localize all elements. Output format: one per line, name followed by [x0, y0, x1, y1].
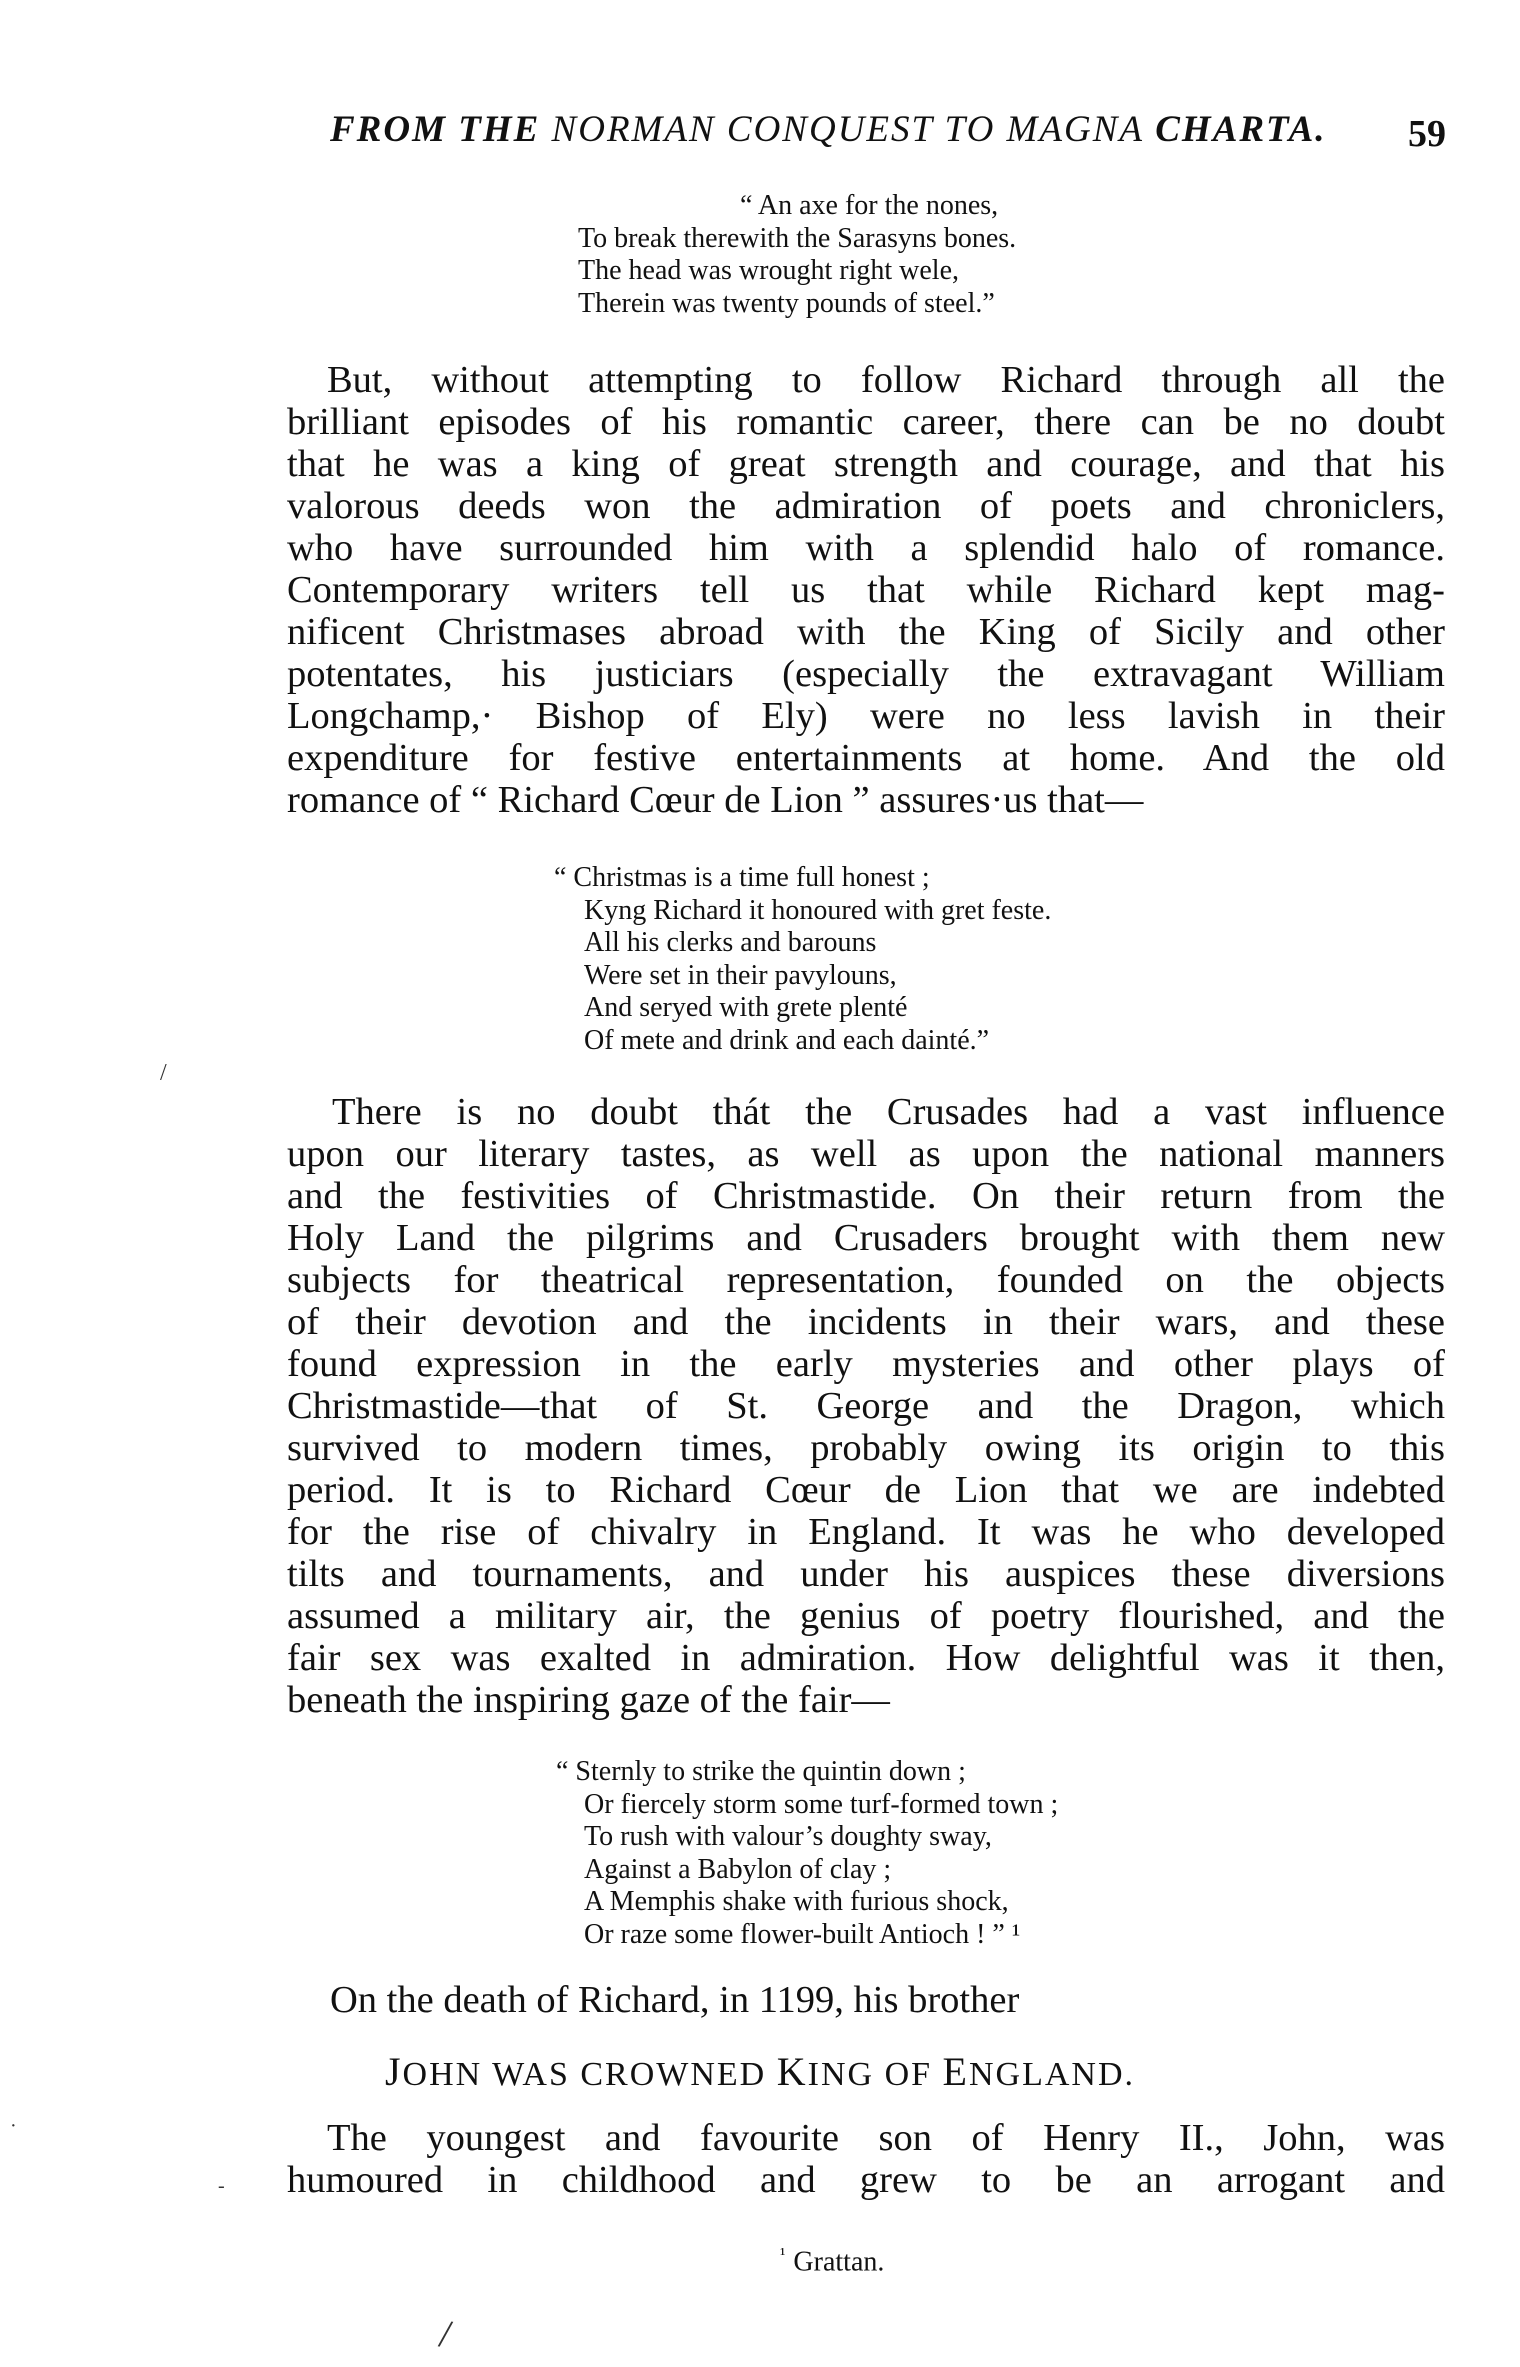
text-line: romance of “ Richard Cœur de Lion ” assures·us that—	[287, 779, 1144, 821]
heading-initial: E	[942, 2049, 969, 2094]
verse-line: Or raze some flower-built Antioch ! ” ¹	[584, 1918, 1021, 1950]
verse-line: “ An axe for the nones,	[740, 190, 999, 221]
text-line: potentates, his justiciars (especially the extravagant William	[287, 653, 1445, 695]
text-line: The youngest and favourite son of Henry II., John, was	[327, 2117, 1445, 2159]
text-line: period. It is to Richard Cœur de Lion that we are indebted	[287, 1469, 1445, 1511]
page-number: 59	[1408, 113, 1446, 155]
heading-text: OHN WAS CROWNED	[402, 2056, 777, 2093]
text-line: that he was a king of great strength and courage, and that his	[287, 443, 1445, 485]
text-line: beneath the inspiring gaze of the fair—	[287, 1679, 890, 1721]
heading-text: NGLAND.	[968, 2056, 1136, 2093]
running-head-part3: CHARTA.	[1155, 109, 1327, 150]
text-line: Longchamp,· Bishop of Ely) were no less lavish in their	[287, 695, 1445, 737]
text-line: Contemporary writers tell us that while Richard kept mag-	[287, 569, 1445, 611]
verse-quintin	[556, 1756, 1058, 1951]
verse-line: “ Sternly to strike the quintin down ;	[556, 1756, 966, 1787]
text-line: and the festivities of Christmastide. On their return from the	[287, 1175, 1445, 1217]
text-line: for the rise of chivalry in England. It was he who developed	[287, 1511, 1445, 1553]
paragraph-death-of-richard	[330, 1979, 1230, 2021]
verse-line: Of mete and drink and each dainté.”	[584, 1024, 990, 1056]
text-line: assumed a military air, the genius of poetry flourished, and the	[287, 1595, 1445, 1637]
running-head	[330, 108, 1450, 164]
stray-print-mark: /	[160, 1060, 167, 1086]
text-line: But, without attempting to follow Richard through all the	[327, 359, 1445, 401]
verse-line: Against a Babylon of clay ;	[584, 1853, 892, 1885]
text-line: fair sex was exalted in admiration. How delightful was it then,	[287, 1637, 1445, 1679]
verse-line: “ Christmas is a time full honest ;	[554, 862, 930, 893]
heading-initial: J	[384, 2049, 403, 2094]
text-line: Christmastide—that of St. George and the Dragon, which	[287, 1385, 1445, 1427]
text-line: upon our literary tastes, as well as upon the national manners	[287, 1133, 1445, 1175]
text-line: subjects for theatrical representation, founded on the objects	[287, 1259, 1445, 1301]
text-line: of their devotion and the incidents in their wars, and these	[287, 1301, 1445, 1343]
verse-line: To rush with valour’s doughty sway,	[584, 1821, 992, 1852]
text-line: valorous deeds won the admiration of poets and chroniclers,	[287, 485, 1445, 527]
verse-axe	[578, 190, 1016, 320]
verse-line: Kyng Richard it honoured with gret feste.	[584, 894, 1052, 926]
text-line: survived to modern times, probably owing its origin to this	[287, 1427, 1445, 1469]
footnote-marker: ¹	[780, 2244, 786, 2264]
verse-line: The head was wrought right wele,	[578, 255, 959, 286]
text-line: humoured in childhood and grew to be an arrogant and	[287, 2159, 1445, 2201]
footnote	[780, 2244, 884, 2278]
running-head-part2: NORMAN CONQUEST TO MAGNA	[551, 109, 1144, 150]
verse-christmas	[554, 862, 1051, 1057]
stray-print-mark: ·	[10, 2115, 17, 2137]
stray-print-mark: /	[436, 2310, 455, 2357]
text-line: brilliant episodes of his romantic career, there can be no doubt	[287, 401, 1445, 443]
text-line: There is no doubt thát the Crusades had a vast influence	[332, 1091, 1445, 1133]
verse-line: Were set in their pavylouns,	[584, 959, 897, 991]
verse-line: To break therewith the Sarasyns bones.	[578, 222, 1017, 254]
text-line: found expression in the early mysteries and other plays of	[287, 1343, 1445, 1385]
heading-text: ING OF	[807, 2056, 943, 2093]
verse-line: And seryed with grete plenté	[584, 992, 908, 1023]
text-line: tilts and tournaments, and under his auspices these diversions	[287, 1553, 1445, 1595]
footnote-text: Grattan.	[793, 2246, 885, 2278]
verse-line: All his clerks and barouns	[584, 927, 877, 958]
verse-line: Or fiercely storm some turf-formed town ;	[584, 1788, 1059, 1820]
paragraph-richard	[287, 359, 1445, 821]
text-line: On the death of Richard, in 1199, his brother	[330, 1979, 1020, 2021]
paragraph-john	[287, 2117, 1445, 2201]
text-line: Holy Land the pilgrims and Crusaders brought with them new	[287, 1217, 1445, 1259]
text-line: nificent Christmases abroad with the King of Sicily and other	[287, 611, 1445, 653]
text-line: expenditure for festive entertainments at home. And the old	[287, 737, 1445, 779]
running-head-part1: FROM THE	[330, 109, 541, 150]
verse-line: A Memphis shake with furious shock,	[584, 1886, 1009, 1917]
heading-initial: K	[776, 2049, 808, 2094]
text-line: who have surrounded him with a splendid halo of romance.	[287, 527, 1445, 569]
paragraph-crusades	[287, 1091, 1445, 1721]
stray-print-mark: -	[218, 2175, 225, 2197]
verse-line: Therein was twenty pounds of steel.”	[578, 287, 995, 319]
section-heading	[0, 2048, 1520, 2095]
